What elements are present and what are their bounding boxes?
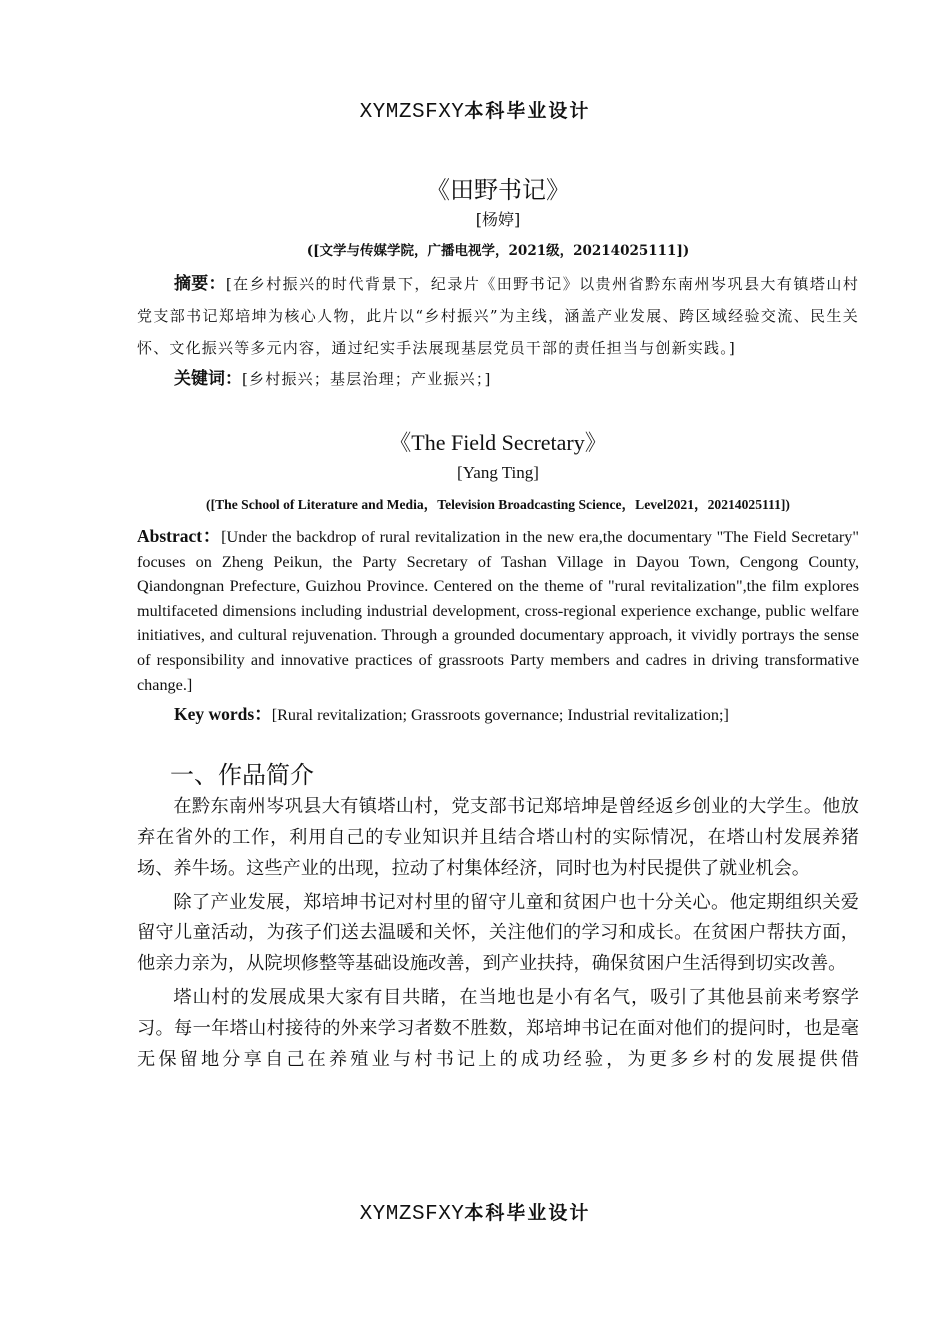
english-keywords: [137, 701, 859, 728]
body-paragraph: 除了产业发展，郑培坤书记对村里的留守儿童和贫困户也十分关心。他定期组织关爱留守儿童活动，为孩子们送去温暖和关怀，关注他们的学习和成长。在贫困户帮扶方面，他亲力亲为，从院坝修整等基础设施改善，到产业扶持，确保贫困户生活得到切实改善。: [137, 891, 859, 975]
page-header: [0, 96, 950, 124]
chinese-keywords-text: [乡村振兴；基层治理；产业振兴；]: [242, 370, 492, 388]
english-title: 《The Field Secretary》: [389, 430, 607, 455]
page-footer: [0, 1198, 950, 1226]
english-abstract: [137, 524, 859, 697]
chinese-abstract: [137, 268, 859, 364]
document-body: [137, 172, 859, 1078]
english-affiliation: ([The School of Literature and Media，Television Broadcasting Science，Level2021，20214025111]): [206, 497, 790, 512]
english-abstract-text: [Under the backdrop of rural revitalization in the new era,the documentary "The Field Secretary" focuses on Zheng Peikun, the Party Secretary of Tashan Village in Dayou Town, Cengong County, Qiandongnan Prefecture, Guizhou Province. Centered on the theme of "rural revitalization",the film explores multifaceted dimensions including industrial development, cross-regional experience exchange, public welfare initiatives, and cultural rejuvenation. Through a grounded documentary approach, it vividly portrays the sense of responsibility and innovative practices of grassroots Party members and cadres in driving transformative change.]: [137, 528, 859, 694]
footer-latin: XYMZSFXY: [359, 1203, 465, 1226]
english-author: [Yang Ting]: [457, 463, 539, 482]
body-paragraph: 塔山村的发展成果大家有目共睹，在当地也是小有名气，吸引了其他县前来考察学习。每一年塔山村接待的外来学习者数不胜数，郑培坤书记在面对他们的提问时，也是毫无保留地分享自己在养殖业与村书记上的成功经验，为更多乡村的发展提供借: [137, 986, 859, 1070]
english-keywords-text: [Rural revitalization; Grassroots governance; Industrial revitalization;]: [271, 706, 729, 725]
chinese-author: [杨婷]: [475, 210, 521, 229]
chinese-keywords-label: 关键词：: [174, 369, 242, 389]
body-paragraph: 在黔东南州岑巩县大有镇塔山村，党支部书记郑培坤是曾经返乡创业的大学生。他放弃在省外的工作，利用自己的专业知识并且结合塔山村的实际情况，在塔山村发展养猪场、养牛场。这些产业的出现，拉动了村集体经济，同时也为村民提供了就业机会。: [137, 796, 859, 879]
chinese-abstract-label: 摘要：: [174, 274, 226, 294]
footer-cjk: 本科毕业设计: [464, 1202, 591, 1224]
chinese-keywords: [137, 364, 859, 394]
english-abstract-label: Abstract：: [137, 526, 222, 546]
section-heading: 一、作品简介: [170, 761, 314, 790]
header-latin: XYMZSFXY: [359, 101, 465, 124]
chinese-affiliation: ([文学与传媒学院，广播电视学，2021级，20214025111]): [306, 243, 690, 259]
chinese-title: 《田野书记》: [426, 176, 570, 204]
header-cjk: 本科毕业设计: [464, 100, 591, 122]
english-keywords-label: Key words：: [174, 704, 272, 725]
chinese-abstract-text: [在乡村振兴的时代背景下，纪录片《田野书记》以贵州省黔东南州岑巩县大有镇塔山村党支部书记郑培坤为核心人物，此片以“乡村振兴”为主线，涵盖产业发展、跨区域经验交流、民生关怀、文化振兴等多元内容，通过纪实手法展现基层党员干部的责任担当与创新实践。]: [137, 275, 860, 357]
